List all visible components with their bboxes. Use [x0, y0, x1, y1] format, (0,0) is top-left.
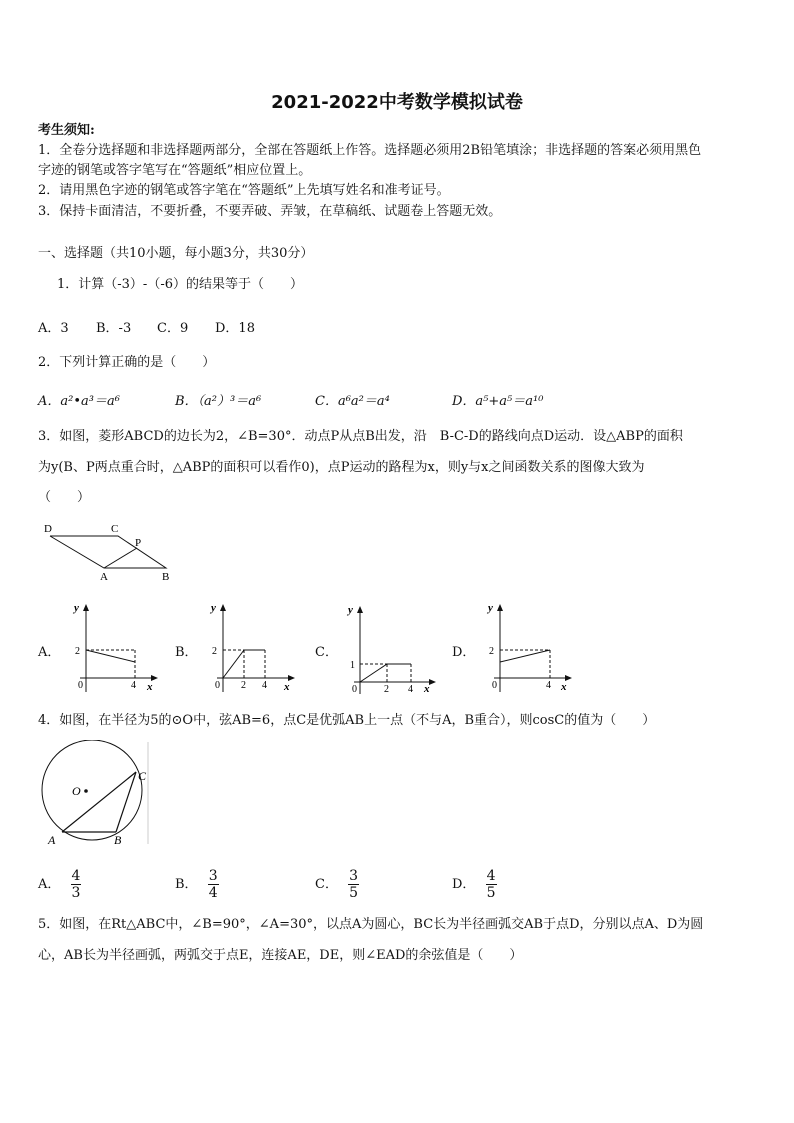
- svg-text:x: x: [284, 681, 290, 693]
- label-c: C: [111, 523, 119, 535]
- svg-text:0: 0: [215, 680, 220, 691]
- svg-text:2: 2: [384, 684, 389, 695]
- q1-option-c: C．9: [157, 321, 189, 336]
- svg-text:y: y: [211, 602, 216, 614]
- label-b: B: [114, 833, 122, 847]
- q4-option-c: C． $\frac{3}{5}$: [315, 868, 359, 901]
- q2-option-b: B．（a²）³＝a⁶: [175, 394, 262, 409]
- q1-option-a: A．3: [38, 321, 69, 336]
- svg-text:x: x: [424, 683, 430, 695]
- svg-text:2: 2: [75, 646, 80, 657]
- q3-option-d-label: D．: [452, 645, 476, 660]
- question-3-line-3: （ ）: [38, 490, 91, 505]
- svg-text:4: 4: [546, 680, 551, 691]
- label-b: B: [162, 571, 170, 583]
- question-2-stem: 2．下列计算正确的是（ ）: [38, 355, 216, 370]
- svg-text:y: y: [348, 604, 353, 616]
- q2-option-a: A．a²•a³＝a⁶: [38, 394, 120, 409]
- question-3-line-2: 为y(B、P两点重合时，△ABP的面积可以看作0)，点P运动的路程为x，则y与x之间函数关系的图像大致为: [38, 460, 645, 475]
- svg-text:1: 1: [350, 660, 355, 671]
- q4-option-d: D． $\frac{4}{5}$: [452, 868, 496, 901]
- q2-option-c: C．a⁶a²＝a⁴: [315, 394, 390, 409]
- circle-figure: [36, 740, 154, 848]
- svg-text:x: x: [561, 681, 567, 693]
- svg-text:4: 4: [131, 680, 136, 691]
- label-d: D: [44, 523, 52, 535]
- question-4-stem: 4．如图，在半径为5的⊙O中，弦AB=6，点C是优弧AB上一点（不与A，B重合），则cosC的值为（ ）: [38, 713, 656, 728]
- notice-line-4: 3．保持卡面清洁，不要折叠，不要弄破、弄皱，在草稿纸、试题卷上答题无效。: [38, 204, 502, 219]
- svg-text:0: 0: [352, 684, 357, 695]
- label-a: A: [48, 833, 56, 847]
- notice-line-2: 字迹的钢笔或答字笔写在“答题纸”相应位置上。: [38, 163, 312, 178]
- q4-option-b: B． $\frac{3}{4}$: [175, 868, 218, 901]
- svg-text:4: 4: [408, 684, 413, 695]
- question-3-line-1: 3．如图，菱形ABCD的边长为2，∠B=30°．动点P从点B出发，沿 B-C-D的路线向点D运动．设△ABP的面积: [38, 429, 683, 444]
- svg-text:4: 4: [262, 680, 267, 691]
- q3-graph-c: [344, 600, 439, 695]
- q3-option-b-label: B．: [175, 645, 198, 660]
- svg-text:y: y: [488, 602, 493, 614]
- section-heading: 一、选择题（共10小题，每小题3分，共30分）: [38, 246, 314, 261]
- svg-text:2: 2: [212, 646, 217, 657]
- svg-text:2: 2: [489, 646, 494, 657]
- q3-option-c-label: C．: [315, 645, 338, 660]
- question-1-stem: 1．计算（-3）-（-6）的结果等于（ ）: [57, 277, 303, 292]
- label-p: P: [135, 537, 142, 549]
- q3-graph-a: [70, 600, 160, 695]
- q3-option-a-label: A．: [38, 645, 61, 660]
- svg-text:0: 0: [492, 680, 497, 691]
- q1-option-d: D．18: [215, 321, 255, 336]
- q3-graph-b: [207, 600, 297, 695]
- notice-line-3: 2．请用黑色字迹的钢笔或答字笔在“答题纸”上先填写姓名和准考证号。: [38, 183, 450, 198]
- page-title: 2021-2022中考数学模拟试卷: [271, 92, 523, 113]
- svg-text:x: x: [147, 681, 153, 693]
- rhombus-figure: [38, 518, 178, 588]
- q1-option-b: B．-3: [96, 321, 132, 336]
- svg-text:0: 0: [78, 680, 83, 691]
- notice-line-1: 1．全卷分选择题和非选择题两部分，全部在答题纸上作答。选择题必须用2B铅笔填涂；非选择题的答案必须用黑色: [38, 143, 702, 158]
- label-o: O: [72, 784, 81, 798]
- svg-text:2: 2: [241, 680, 246, 691]
- q2-option-d: D．a⁵+a⁵＝a¹⁰: [452, 394, 544, 409]
- label-c: C: [138, 769, 147, 783]
- question-5-line-2: 心，AB长为半径画弧，两弧交于点E，连接AE，DE，则∠EAD的余弦值是（ ）: [38, 948, 523, 963]
- question-5-line-1: 5．如图，在Rt△ABC中，∠B=90°，∠A=30°，以点A为圆心，BC长为半径画弧交AB于点D，分别以点A、D为圆: [38, 917, 704, 932]
- q4-option-a: A． $\frac{4}{3}$: [38, 868, 81, 901]
- svg-text:y: y: [74, 602, 79, 614]
- notice-heading: 考生须知:: [38, 123, 95, 138]
- label-a: A: [100, 571, 108, 583]
- q3-graph-d: [484, 600, 574, 695]
